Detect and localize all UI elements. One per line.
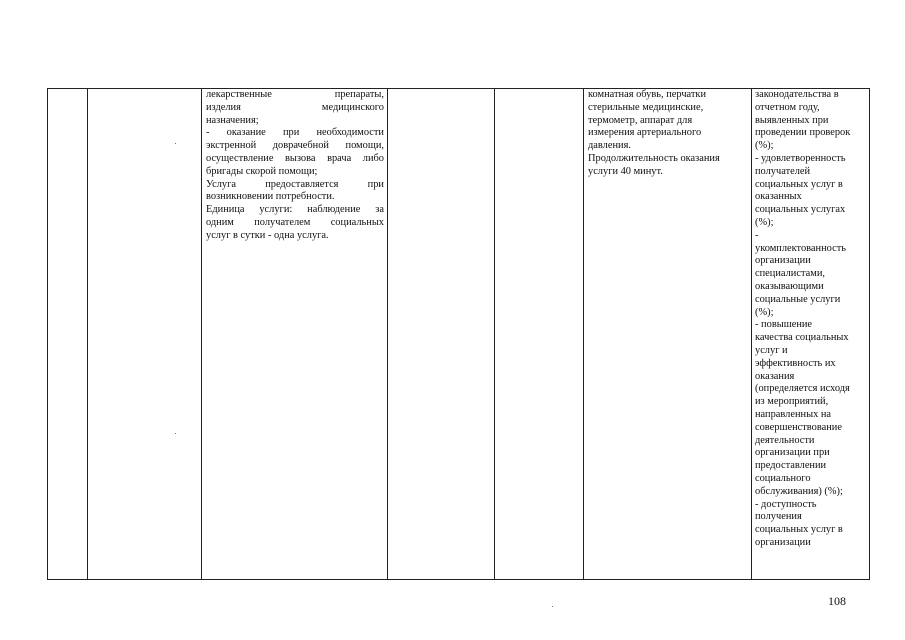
text-line: услуг в сутки - одна услуга.	[206, 229, 329, 241]
table-column-border	[583, 88, 584, 579]
table-bottom-border	[47, 579, 870, 580]
text-line: Услуга предоставляется при	[206, 178, 384, 190]
text-line: лекарственные препараты,	[206, 89, 384, 100]
table-column-border	[201, 88, 202, 579]
text-line: социальных услугах	[755, 204, 846, 216]
text-line: социального	[755, 472, 811, 484]
text-line: Продолжительность оказания	[588, 152, 720, 164]
table-column-border	[47, 88, 48, 579]
scan-speck	[552, 606, 553, 607]
text-line: измерения артериального	[588, 127, 702, 139]
text-line: услуг и	[755, 344, 788, 356]
text-line: бригады скорой помощи;	[206, 165, 318, 177]
text-line: социальных услуг в	[755, 178, 843, 190]
text-line: деятельности	[755, 434, 815, 446]
text-line: организации	[755, 536, 811, 548]
page-number: 108	[828, 594, 846, 608]
text-line: специалистами,	[755, 268, 825, 280]
text-line: получения	[755, 511, 802, 523]
text-line: - повышение	[755, 319, 813, 331]
text-line: социальные услуги	[755, 293, 841, 305]
text-line: получателей	[755, 165, 811, 177]
service-conditions-cell	[588, 89, 748, 179]
text-line: -	[755, 229, 759, 241]
text-line: термометр, аппарат для	[588, 114, 693, 126]
text-line: совершенствование	[755, 421, 842, 433]
text-line: изделия медицинского	[206, 101, 384, 113]
text-line: осуществление вызова врача либо	[206, 152, 384, 164]
text-line: отчетном году,	[755, 101, 820, 113]
text-line: (%);	[755, 306, 774, 318]
service-description-cell	[206, 89, 384, 243]
table-column-border	[387, 88, 388, 579]
text-line: организации при	[755, 447, 830, 459]
table-column-border	[869, 88, 870, 579]
text-line: качества социальных	[755, 332, 849, 344]
text-line: экстренной доврачебной помощи,	[206, 140, 384, 152]
text-line: назначения;	[206, 114, 259, 126]
text-line: возникновении потребности.	[206, 191, 335, 203]
text-line: одним получателем социальных	[206, 216, 384, 228]
text-line: услуги 40 минут.	[588, 165, 663, 177]
text-line: социальных услуг в	[755, 524, 843, 536]
text-line: из мероприятий,	[755, 396, 829, 408]
text-line: оказанных	[755, 191, 802, 203]
text-line: комнатная обувь, перчатки	[588, 89, 707, 100]
text-line: (%);	[755, 216, 774, 228]
text-line: проведении проверок	[755, 127, 851, 139]
text-line: давления.	[588, 140, 631, 152]
scan-speck	[175, 433, 176, 434]
text-line: - доступность	[755, 498, 817, 510]
scan-speck	[175, 143, 176, 144]
text-line: законодательства в	[755, 89, 839, 100]
text-line: Единица услуги: наблюдение за	[206, 204, 384, 216]
table-column-border	[87, 88, 88, 579]
text-line: укомплектованность	[755, 242, 847, 254]
text-line: - удовлетворенность	[755, 152, 846, 164]
table-column-border	[494, 88, 495, 579]
text-line: - оказание при необходимости	[206, 127, 384, 139]
text-line: направленных на	[755, 408, 832, 420]
text-line: стерильные медицинские,	[588, 101, 704, 113]
text-line: эффективность их	[755, 357, 836, 369]
text-line: организации	[755, 255, 811, 267]
text-line: оказания	[755, 370, 795, 382]
text-line: выявленных при	[755, 114, 829, 126]
text-line: предоставлении	[755, 460, 827, 472]
text-line: (%);	[755, 140, 774, 152]
text-line: (определяется исходя	[755, 383, 850, 395]
quality-indicators-cell	[755, 89, 867, 550]
text-line: обслуживания) (%);	[755, 485, 843, 497]
text-line: оказывающими	[755, 280, 824, 292]
table-column-border	[751, 88, 752, 579]
